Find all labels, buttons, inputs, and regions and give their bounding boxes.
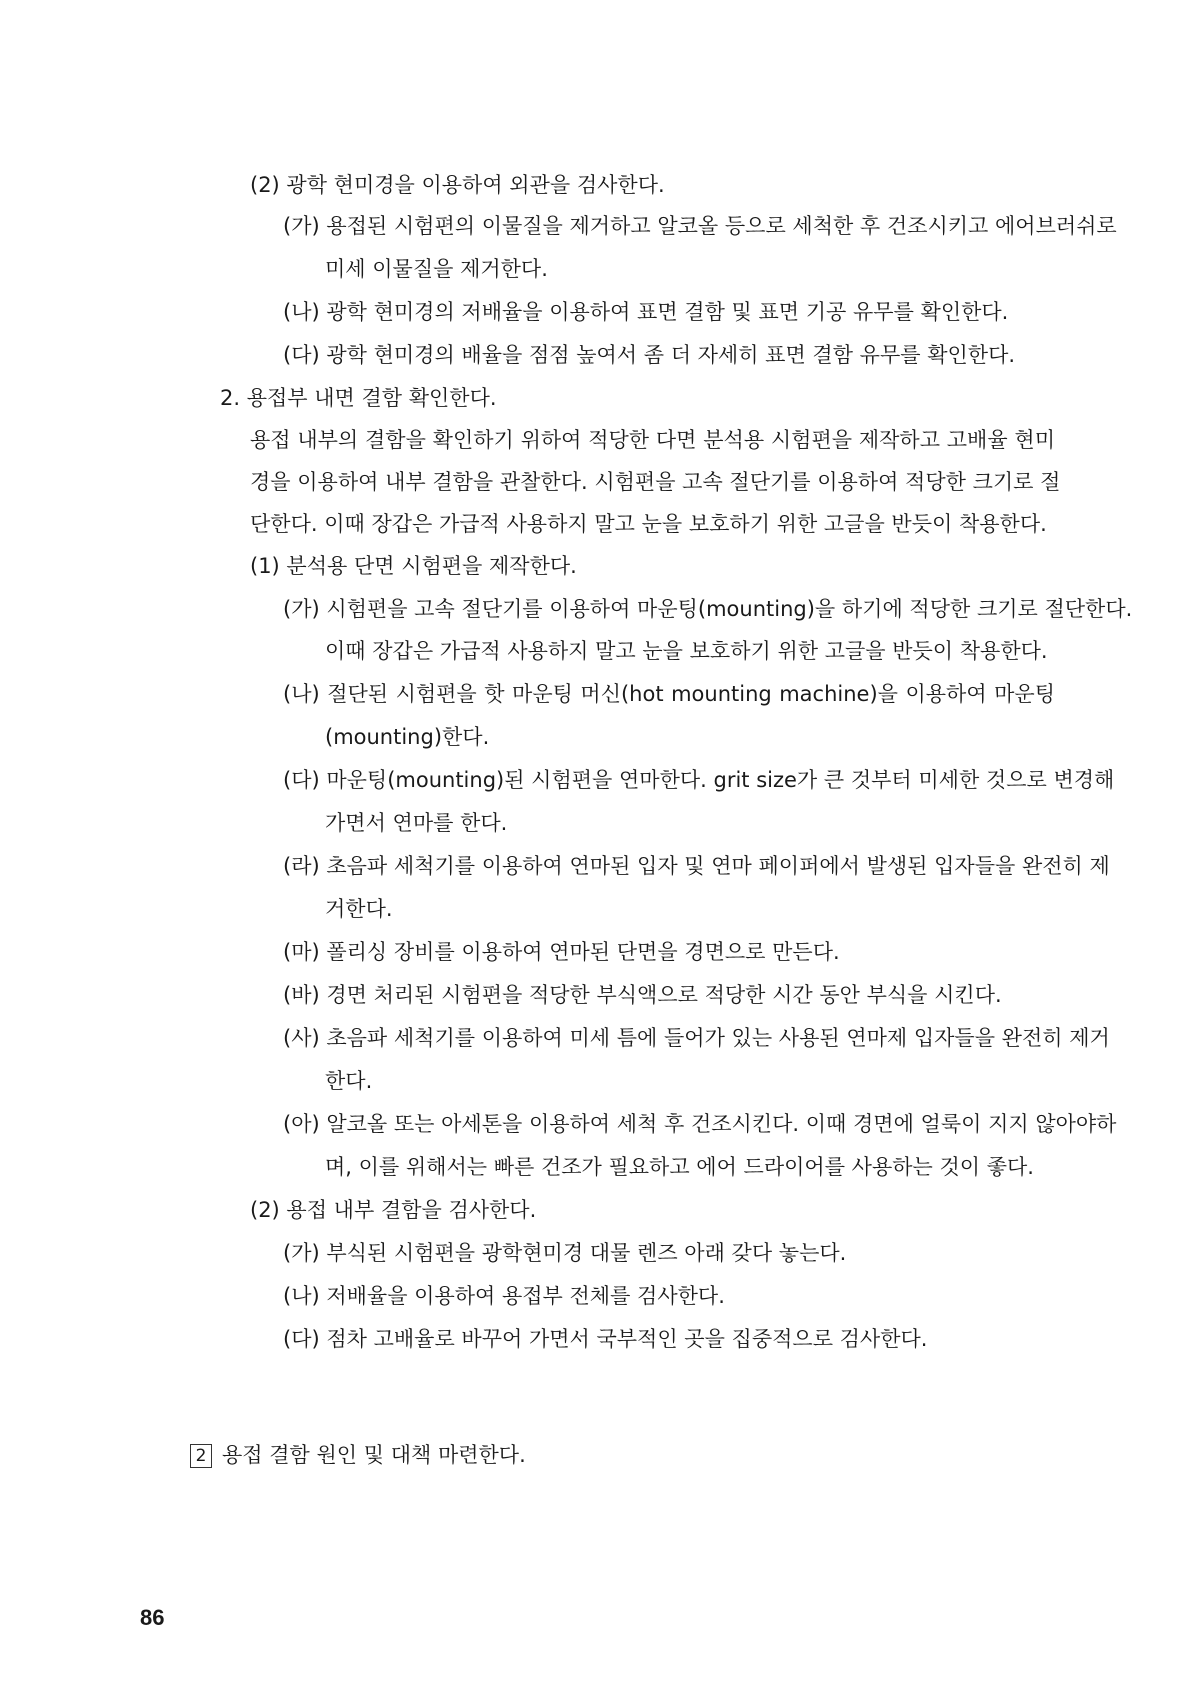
section-2-paragraph-line-1: 용접 내부의 결함을 확인하기 위하여 적당한 다면 분석용 시험편을 제작하고 고배율 현미 [250, 428, 1055, 452]
boxed-number: 2 [190, 1444, 212, 1468]
part-1-ga-line-2: 이때 장갑은 가급적 사용하지 말고 눈을 보호하기 위한 고글을 반듯이 착용한다. [325, 639, 1048, 663]
subsection-2-header: (2) 광학 현미경을 이용하여 외관을 검사한다. [250, 173, 665, 197]
part-2-ga: (가) 부식된 시험편을 광학현미경 대물 렌즈 아래 갖다 놓는다. [283, 1241, 847, 1265]
part-1-da-line-1: (다) 마운팅(mounting)된 시험편을 연마한다. grit size가 큰 것부터 미세한 것으로 변경해 [283, 768, 1115, 792]
part-1-ra-line-1: (라) 초음파 세척기를 이용하여 연마된 입자 및 연마 페이퍼에서 발생된 입자들을 완전히 제 [283, 854, 1110, 878]
item-na: (나) 광학 현미경의 저배율을 이용하여 표면 결함 및 표면 기공 유무를 확인한다. [283, 300, 1009, 324]
part-1-ma: (마) 폴리싱 장비를 이용하여 연마된 단면을 경면으로 만든다. [283, 940, 840, 964]
part-1-sa-line-1: (사) 초음파 세척기를 이용하여 미세 틈에 들어가 있는 사용된 연마제 입자들을 완전히 제거 [283, 1026, 1110, 1050]
part-2-na: (나) 저배율을 이용하여 용접부 전체를 검사한다. [283, 1284, 725, 1308]
part-1-a-line-1: (아) 알코올 또는 아세톤을 이용하여 세척 후 건조시킨다. 이때 경면에 얼룩이 지지 않아야하 [283, 1112, 1117, 1136]
part-1-na-line-1: (나) 절단된 시험편을 핫 마운팅 머신(hot mounting machine)을 이용하여 마운팅 [283, 682, 1055, 706]
part-2-header: (2) 용접 내부 결함을 검사한다. [250, 1198, 537, 1222]
section-2-paragraph-line-3: 단한다. 이때 장갑은 가급적 사용하지 말고 눈을 보호하기 위한 고글을 반듯이 착용한다. [250, 512, 1047, 536]
part-1-header: (1) 분석용 단면 시험편을 제작한다. [250, 554, 577, 578]
page-number: 86 [140, 1605, 165, 1630]
boxed-heading-text: 용접 결함 원인 및 대책 마련한다. [222, 1443, 526, 1467]
section-2-paragraph-line-2: 경을 이용하여 내부 결함을 관찰한다. 시험편을 고속 절단기를 이용하여 적당한 크기로 절 [250, 470, 1061, 494]
part-1-ga-line-1: (가) 시험편을 고속 절단기를 이용하여 마운팅(mounting)을 하기에 적당한 크기로 절단한다. [283, 597, 1133, 621]
part-2-da: (다) 점차 고배율로 바꾸어 가면서 국부적인 곳을 집중적으로 검사한다. [283, 1327, 928, 1351]
item-da: (다) 광학 현미경의 배율을 점점 높여서 좀 더 자세히 표면 결함 유무를 확인한다. [283, 343, 1016, 367]
section-2-title: 2. 용접부 내면 결함 확인한다. [220, 386, 497, 410]
part-1-da-line-2: 가면서 연마를 한다. [325, 811, 508, 835]
part-1-ba: (바) 경면 처리된 시험편을 적당한 부식액으로 적당한 시간 동안 부식을 시킨다. [283, 983, 1002, 1007]
part-1-a-line-2: 며, 이를 위해서는 빠른 건조가 필요하고 에어 드라이어를 사용하는 것이 좋다. [325, 1155, 1034, 1179]
item-ga-line-1: (가) 용접된 시험편의 이물질을 제거하고 알코올 등으로 세척한 후 건조시키고 에어브러쉬로 [283, 214, 1117, 238]
boxed-heading [190, 1442, 526, 1468]
part-1-na-line-2: (mounting)한다. [325, 725, 490, 749]
item-ga-line-2: 미세 이물질을 제거한다. [325, 257, 548, 281]
part-1-sa-line-2: 한다. [325, 1069, 373, 1093]
part-1-ra-line-2: 거한다. [325, 897, 393, 921]
